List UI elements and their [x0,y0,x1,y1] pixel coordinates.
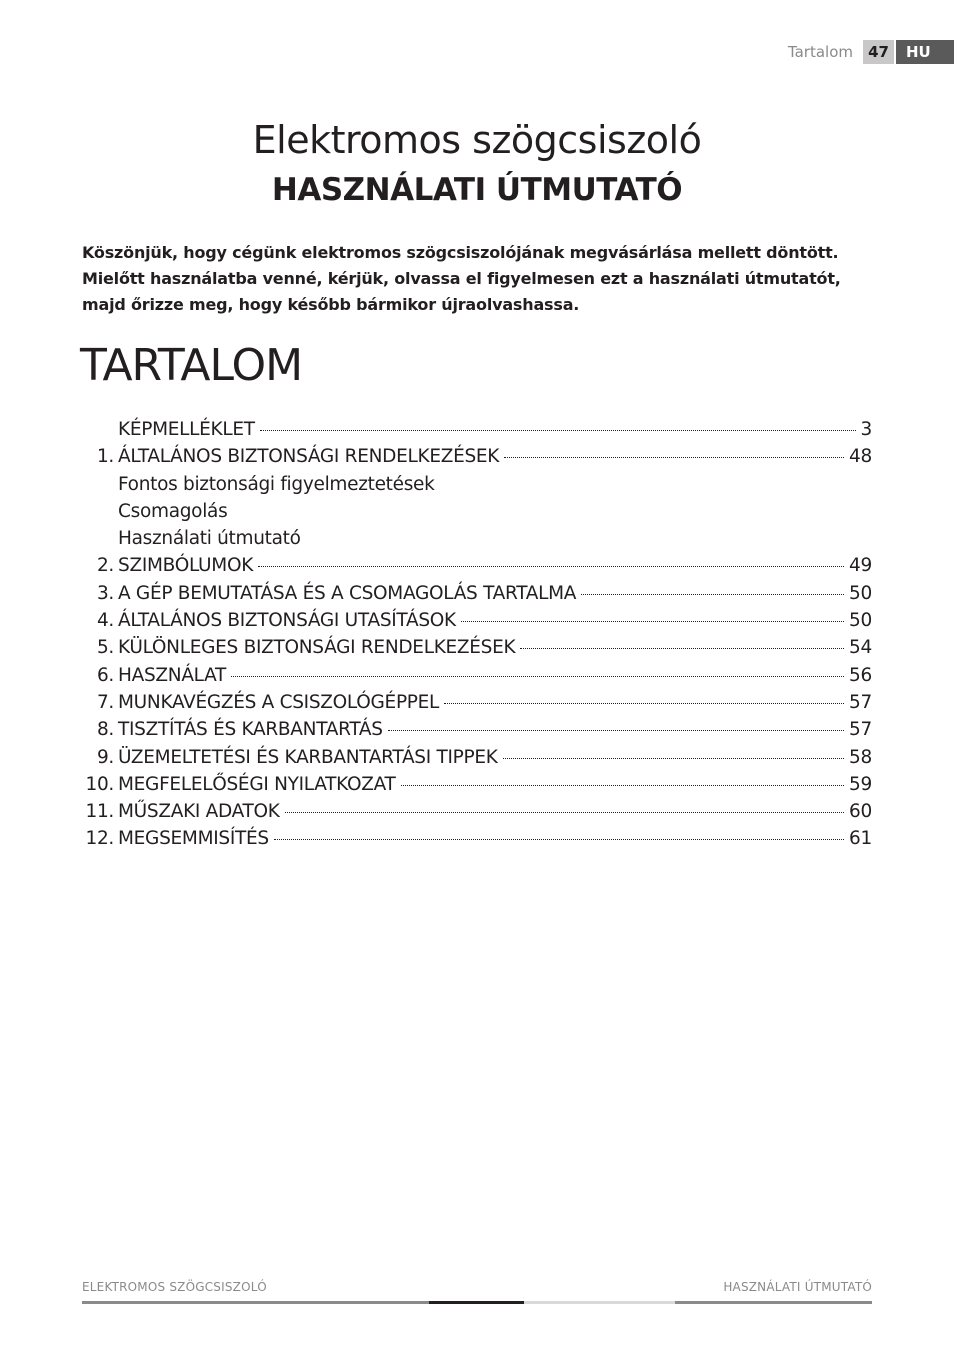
toc-entry-number: 3. [96,582,114,604]
toc-entry-title: Használati útmutató [118,528,301,550]
toc-entry [82,692,872,719]
toc-entry-page: 49 [849,555,872,577]
footer-bar-segment [524,1301,675,1304]
toc-entry-number: 4. [96,610,114,632]
document-subtitle: HASZNÁLATI ÚTMUTATÓ [271,172,683,208]
toc-entry [82,747,872,774]
toc-entry-title: KÜLÖNLEGES BIZTONSÁGI RENDELKEZÉSEK [118,637,516,659]
toc-entry-page: 57 [849,719,872,741]
toc-entry-number: 2. [96,555,114,577]
toc-entry-title: A GÉP BEMUTATÁSA ÉS A CSOMAGOLÁS TARTALMA [118,582,577,604]
toc-heading: TARTALOM [80,340,303,391]
toc-entry [82,474,872,501]
toc-entry [82,774,872,801]
toc-entry [82,419,872,446]
toc-entry-leader [581,594,844,595]
toc-entry-title: MŰSZAKI ADATOK [118,801,280,823]
toc-entry [82,719,872,746]
toc-entry-number: 7. [96,691,114,713]
toc-entry [82,555,872,582]
toc-entry-page: 3 [860,419,872,440]
toc-entry [82,501,872,528]
toc-entry-number: 5. [96,637,114,659]
toc-entry-number: 6. [96,664,114,686]
toc-entry-leader [503,758,844,759]
toc-entry-leader [285,812,844,813]
toc-entry-title: MEGSEMMISÍTÉS [118,828,269,850]
toc-entry-title: MEGFELELŐSÉGI NYILATKOZAT [118,773,396,795]
footer-left-label: ELEKTROMOS SZÖGCSISZOLÓ [82,1280,267,1294]
toc-entry-page: 48 [849,446,872,468]
toc-entry-leader [461,621,844,622]
footer-bar-segment [82,1301,429,1304]
toc-entry-title: KÉPMELLÉKLET [118,419,255,440]
footer-bar-segment [675,1301,872,1304]
table-of-contents [82,419,872,856]
toc-entry-leader [401,785,845,786]
toc-entry-title: ÁLTALÁNOS BIZTONSÁGI RENDELKEZÉSEK [118,446,500,468]
toc-entry-page: 61 [849,828,872,850]
toc-entry [82,801,872,828]
toc-entry-number: 12. [85,828,114,850]
toc-entry-leader [274,839,844,840]
header-section-label: Tartalom [787,43,853,61]
toc-entry-title: ÁLTALÁNOS BIZTONSÁGI UTASÍTÁSOK [118,610,456,632]
toc-entry [82,446,872,473]
toc-entry-leader [388,730,844,731]
toc-entry-title: ÜZEMELTETÉSI ÉS KARBANTARTÁSI TIPPEK [118,746,498,768]
header-language-badge: HU [896,40,954,64]
toc-entry-page: 60 [849,801,872,823]
footer-bar [82,1301,872,1304]
toc-entry [82,637,872,664]
footer-right-label: HASZNÁLATI ÚTMUTATÓ [723,1280,872,1294]
toc-entry-title: Fontos biztonsági figyelmeztetések [118,473,435,495]
toc-entry-number: 8. [96,719,114,741]
toc-entry-number: 9. [96,746,114,768]
toc-entry-title: Csomagolás [118,500,228,522]
toc-entry [82,828,872,855]
intro-paragraph: Köszönjük, hogy cégünk elektromos szögcsiszolójának megvásárlása mellett döntött. Mielőtt használatba venné, kérjük, olvassa el figyelmesen ezt a használati útmutatót, majd őrizze meg, hogy később bármikor újraolvashassa. [82,243,841,314]
toc-entry-leader [520,648,844,649]
toc-entry-title: TISZTÍTÁS ÉS KARBANTARTÁS [118,719,383,741]
toc-entry-leader [260,430,856,431]
toc-entry-page: 50 [849,610,872,632]
toc-entry [82,610,872,637]
toc-entry-number: 10. [85,773,114,795]
toc-entry-leader [231,676,844,677]
toc-entry-title: HASZNÁLAT [118,664,227,686]
toc-entry-number: 1. [96,446,114,468]
page-header [788,40,954,64]
toc-entry-leader [504,457,844,458]
toc-entry-page: 54 [849,637,872,659]
toc-entry-page: 57 [849,691,872,713]
toc-entry-page: 58 [849,746,872,768]
document-title: Elektromos szögcsiszoló [252,118,702,162]
toc-entry-leader [258,566,844,567]
toc-entry-number: 11. [85,801,114,823]
toc-entry [82,528,872,555]
toc-entry-title: MUNKAVÉGZÉS A CSISZOLÓGÉPPEL [118,691,440,713]
toc-entry-page: 59 [849,773,872,795]
toc-entry-title: SZIMBÓLUMOK [118,555,254,577]
toc-entry-page: 56 [849,664,872,686]
toc-entry [82,583,872,610]
toc-entry [82,665,872,692]
toc-entry-page: 50 [849,582,872,604]
footer-bar-segment [429,1301,524,1304]
header-page-number: 47 [863,40,894,64]
toc-entry-leader [444,703,844,704]
